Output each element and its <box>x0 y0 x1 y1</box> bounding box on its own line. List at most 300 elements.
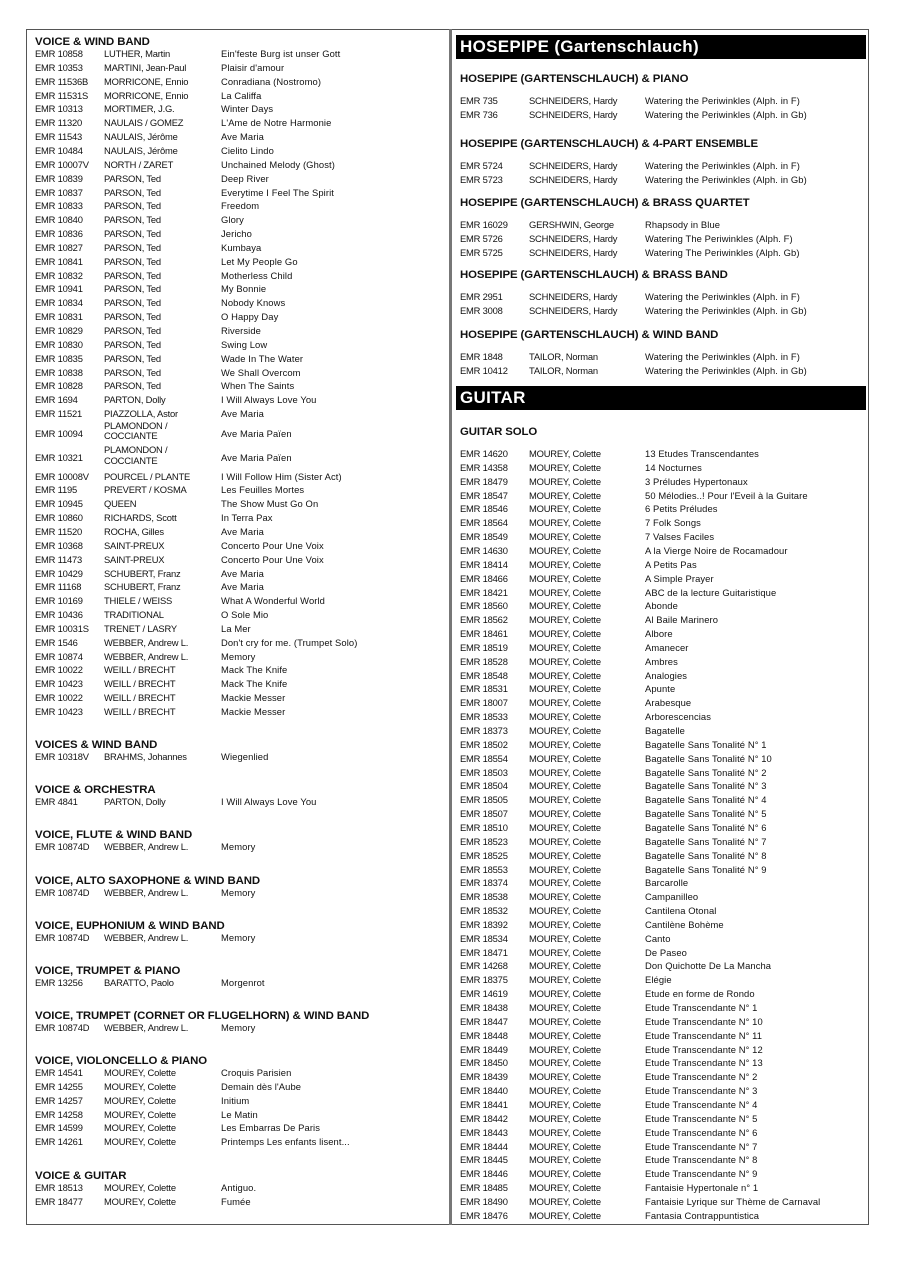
catalog-entry <box>460 793 870 806</box>
catalog-number: EMR 18373 <box>460 725 508 736</box>
work-title: Apunte <box>645 683 676 695</box>
catalog-entry <box>35 1066 440 1079</box>
work-title: Bagatelle Sans Tonalité N° 7 <box>645 835 767 847</box>
composer-name: PARSON, Ted <box>104 255 161 267</box>
work-title: Etude Transcendante N° 2 <box>645 1071 758 1083</box>
composer-name: BARATTO, Paolo <box>104 977 174 988</box>
composer-name: MORTIMER, J.G. <box>104 103 175 115</box>
catalog-number: EMR 11520 <box>35 525 83 537</box>
composer-name: SAINT-PREUX <box>104 553 165 565</box>
catalog-entry <box>35 622 440 635</box>
catalog-section <box>35 34 440 717</box>
composer-name: NAULAIS / GOMEZ <box>104 117 184 129</box>
catalog-entry <box>35 282 440 295</box>
work-title: A Petits Pas <box>645 558 697 570</box>
catalog-section <box>460 327 870 376</box>
catalog-entry <box>35 116 440 129</box>
catalog-number: EMR 18438 <box>460 1002 508 1013</box>
catalog-entry <box>460 1167 870 1180</box>
work-title: Nobody Knows <box>221 297 286 309</box>
composer-name: MOUREY, Colette <box>529 960 601 972</box>
catalog-entry <box>35 1108 440 1121</box>
composer-name: PARSON, Ted <box>104 352 161 364</box>
work-title: Etude Transcendante N° 8 <box>645 1154 758 1166</box>
catalog-entry <box>460 946 870 959</box>
composer-name: MOUREY, Colette <box>529 489 601 501</box>
work-title: Morgenrot <box>221 977 265 988</box>
catalog-entry <box>460 572 870 585</box>
work-title: Mackie Messer <box>221 706 286 717</box>
catalog-entry <box>35 931 440 944</box>
section-heading: HOSEPIPE (GARTENSCHLAUCH) & BRASS BAND <box>460 269 728 281</box>
work-title: Etude Transcendante N° 11 <box>645 1029 763 1041</box>
work-title: Etude Transcendante N° 12 <box>645 1043 763 1055</box>
composer-name: MOUREY, Colette <box>529 669 601 681</box>
catalog-number: EMR 5724 <box>460 160 503 171</box>
work-title: Watering the Periwinkles (Alph. in Gb) <box>645 364 807 376</box>
work-title: Etude Transcendante N° 6 <box>645 1126 758 1138</box>
work-title: Etude Transcendante N° 5 <box>645 1112 758 1124</box>
composer-name: MOUREY, Colette <box>529 1002 601 1013</box>
catalog-entry <box>35 750 440 763</box>
catalog-number: EMR 11536B <box>35 75 89 87</box>
composer-name: PIAZZOLLA, Astor <box>104 408 178 420</box>
section-heading: VOICES & WIND BAND <box>35 739 158 751</box>
composer-name: WEBBER, Andrew L. <box>104 841 189 852</box>
composer-name: MORRICONE, Ennio <box>104 75 189 87</box>
composer-name: WEILL / BRECHT <box>104 664 176 676</box>
catalog-entry <box>460 1126 870 1139</box>
catalog-entry <box>35 594 440 607</box>
catalog-number: EMR 14619 <box>460 988 508 1000</box>
composer-name: PLAMONDON / COCCIANTE <box>104 419 168 442</box>
catalog-entry <box>35 1135 440 1148</box>
composer-name: SCHNEIDERS, Hardy <box>529 173 618 185</box>
composer-name: MOUREY, Colette <box>104 1094 176 1106</box>
catalog-entry <box>460 752 870 765</box>
catalog-entry <box>460 1029 870 1042</box>
catalog-number: EMR 1848 <box>460 351 503 362</box>
work-title: Rhapsody in Blue <box>645 219 721 230</box>
work-title: Wiegenlied <box>221 751 269 762</box>
catalog-number: EMR 10841 <box>35 255 83 267</box>
work-title: Jericho <box>221 228 252 240</box>
section-heading: VOICE & WIND BAND <box>35 36 150 48</box>
composer-name: MOUREY, Colette <box>529 1195 601 1207</box>
composer-name: MOUREY, Colette <box>529 849 601 861</box>
work-title: A Simple Prayer <box>645 572 714 584</box>
composer-name: TAILOR, Norman <box>529 351 598 362</box>
catalog-number: EMR 5725 <box>460 246 503 258</box>
composer-name: TAILOR, Norman <box>529 364 598 376</box>
catalog-number: EMR 18477 <box>35 1195 83 1207</box>
composer-name: MOUREY, Colette <box>529 780 601 792</box>
composer-name: SCHNEIDERS, Hardy <box>529 160 618 171</box>
catalog-number: EMR 18447 <box>460 1015 508 1027</box>
catalog-number: EMR 10423 <box>35 706 83 717</box>
work-title: Etude Transcendante N° 1 <box>645 1002 758 1013</box>
catalog-entry <box>35 89 440 102</box>
work-title: Concerto Pour Une Voix <box>221 553 324 565</box>
catalog-number: EMR 14261 <box>35 1136 83 1148</box>
work-title: Memory <box>221 887 256 898</box>
composer-name: MOUREY, Colette <box>104 1182 176 1193</box>
composer-name: MOUREY, Colette <box>529 628 601 640</box>
composer-name: MOUREY, Colette <box>529 1112 601 1124</box>
work-title: Barcarolle <box>645 877 689 889</box>
catalog-number: EMR 735 <box>460 95 498 106</box>
catalog-entry <box>35 227 440 240</box>
catalog-number: EMR 10313 <box>35 103 83 115</box>
catalog-number: EMR 18375 <box>460 974 508 986</box>
catalog-entry <box>35 296 440 309</box>
catalog-number: EMR 11320 <box>35 117 83 129</box>
catalog-entry <box>460 516 870 529</box>
catalog-entry <box>35 677 440 690</box>
composer-name: MOUREY, Colette <box>529 655 601 667</box>
catalog-entry <box>35 795 440 808</box>
work-title: Analogies <box>645 669 688 681</box>
work-title: In Terra Pax <box>221 512 273 524</box>
catalog-number: EMR 10412 <box>460 364 508 376</box>
catalog-number: EMR 18547 <box>460 489 508 501</box>
catalog-entry <box>460 821 870 834</box>
composer-name: MOUREY, Colette <box>529 725 601 736</box>
catalog-number: EMR 18476 <box>460 1209 508 1221</box>
catalog-section <box>35 782 440 807</box>
work-title: What A Wonderful World <box>221 595 325 607</box>
composer-name: WEILL / BRECHT <box>104 692 176 704</box>
catalog-section <box>35 873 440 898</box>
catalog-number: EMR 10858 <box>35 48 83 59</box>
catalog-entry <box>460 807 870 820</box>
section-heading: VOICE, VIOLONCELLO & PIANO <box>35 1055 208 1067</box>
catalog-number: EMR 18440 <box>460 1085 508 1097</box>
work-title: Al Baile Marinero <box>645 614 719 626</box>
catalog-number: EMR 18466 <box>460 572 508 584</box>
composer-name: MOUREY, Colette <box>529 1140 601 1152</box>
work-title: Fantaisie Lyrique sur Thème de Carnaval <box>645 1195 821 1207</box>
catalog-entry <box>460 987 870 1000</box>
work-title: Antiguo. <box>221 1182 257 1193</box>
catalog-number: EMR 14541 <box>35 1067 83 1078</box>
catalog-entry <box>35 421 440 445</box>
catalog-entry <box>460 1209 870 1222</box>
composer-name: LUTHER, Martin <box>104 48 170 59</box>
catalog-entry <box>35 47 440 60</box>
composer-name: MOUREY, Colette <box>529 738 601 750</box>
work-title: O Happy Day <box>221 311 279 323</box>
banner-hosepipe: HOSEPIPE (Gartenschlauch) <box>456 35 866 59</box>
catalog-section <box>460 136 870 185</box>
work-title: Etude Transcendante N° 7 <box>645 1140 758 1152</box>
composer-name: SCHNEIDERS, Hardy <box>529 291 618 302</box>
composer-name: NORTH / ZARET <box>104 158 174 170</box>
work-title: O Sole Mio <box>221 609 269 621</box>
catalog-number: EMR 10945 <box>35 498 83 510</box>
composer-name: PARSON, Ted <box>104 186 161 198</box>
composer-name: MOUREY, Colette <box>529 586 601 598</box>
work-title: Watering the Periwinkles (Alph. in F) <box>645 160 800 171</box>
catalog-entry <box>460 863 870 876</box>
composer-name: MOUREY, Colette <box>529 821 601 833</box>
catalog-entry <box>460 1001 870 1014</box>
catalog-number: EMR 10830 <box>35 338 83 350</box>
catalog-entry <box>460 94 870 107</box>
work-title: Ave Maria Païen <box>221 427 292 439</box>
catalog-entry <box>35 567 440 580</box>
composer-name: MOUREY, Colette <box>104 1122 176 1134</box>
composer-name: MOUREY, Colette <box>529 794 601 806</box>
composer-name: MOUREY, Colette <box>529 503 601 515</box>
catalog-number: EMR 11473 <box>35 553 83 565</box>
catalog-number: EMR 5726 <box>460 232 503 244</box>
work-title: Deep River <box>221 172 269 184</box>
catalog-entry <box>460 1181 870 1194</box>
composer-name: MOUREY, Colette <box>529 1182 601 1194</box>
work-title: Ave Maria <box>221 525 264 537</box>
composer-name: PREVERT / KOSMA <box>104 484 187 496</box>
work-title: Ave Maria <box>221 581 264 593</box>
catalog-section <box>460 71 870 120</box>
catalog-entry <box>460 364 870 377</box>
work-title: Etude en forme de Rondo <box>645 988 755 1000</box>
composer-name: PARSON, Ted <box>104 338 161 350</box>
catalog-number: EMR 18564 <box>460 517 508 529</box>
catalog-number: EMR 10436 <box>35 609 83 621</box>
catalog-entry <box>35 636 440 649</box>
catalog-entry <box>35 75 440 88</box>
composer-name: SCHNEIDERS, Hardy <box>529 304 618 316</box>
catalog-entry <box>35 102 440 115</box>
work-title: Bagatelle Sans Tonalité N° 1 <box>645 738 767 750</box>
composer-name: MOUREY, Colette <box>529 877 601 889</box>
catalog-entry <box>35 1094 440 1107</box>
catalog-number: EMR 18538 <box>460 891 508 903</box>
catalog-number: EMR 18443 <box>460 1126 508 1138</box>
section-heading: VOICE, TRUMPET (CORNET OR FLUGELHORN) & WIND BAND <box>35 1010 370 1022</box>
work-title: Bagatelle Sans Tonalité N° 3 <box>645 780 767 792</box>
catalog-number: EMR 10860 <box>35 512 83 524</box>
catalog-section <box>35 827 440 852</box>
composer-name: PARSON, Ted <box>104 297 161 309</box>
catalog-number: EMR 10094 <box>35 427 83 439</box>
work-title: Demain dès l'Aube <box>221 1080 302 1092</box>
catalog-entry <box>460 835 870 848</box>
catalog-number: EMR 18513 <box>35 1182 83 1193</box>
catalog-entry <box>460 932 870 945</box>
work-title: Arborescencias <box>645 711 712 723</box>
catalog-entry <box>460 489 870 502</box>
catalog-number: EMR 18445 <box>460 1154 508 1166</box>
catalog-entry <box>460 696 870 709</box>
catalog-entry <box>460 586 870 599</box>
work-title: I Will Always Love You <box>221 394 317 406</box>
catalog-number: EMR 10368 <box>35 539 83 551</box>
work-title: Watering the Periwinkles (Alph. in Gb) <box>645 108 807 120</box>
catalog-entry <box>460 173 870 186</box>
catalog-section <box>460 267 870 316</box>
composer-name: MOUREY, Colette <box>529 1057 601 1069</box>
catalog-number: EMR 18374 <box>460 877 508 889</box>
work-title: Ambres <box>645 655 678 667</box>
work-title: Etude Transcendante N° 3 <box>645 1085 758 1097</box>
composer-name: MOUREY, Colette <box>529 1154 601 1166</box>
catalog-section <box>35 737 440 762</box>
work-title: Ave Maria Païen <box>221 452 292 464</box>
composer-name: PARSON, Ted <box>104 311 161 323</box>
catalog-section <box>35 1008 440 1033</box>
work-title: De Paseo <box>645 946 687 958</box>
composer-name: PARSON, Ted <box>104 366 161 378</box>
work-title: Bagatelle Sans Tonalité N° 6 <box>645 821 767 833</box>
catalog-entry <box>460 904 870 917</box>
catalog-number: EMR 10833 <box>35 200 83 212</box>
catalog-number: EMR 18442 <box>460 1112 508 1124</box>
work-title: Don Quichotte De La Mancha <box>645 960 772 972</box>
work-title: Watering the Periwinkles (Alph. in Gb) <box>645 304 807 316</box>
catalog-number: EMR 10022 <box>35 692 83 704</box>
catalog-number: EMR 10423 <box>35 678 83 690</box>
catalog-number: EMR 18439 <box>460 1071 508 1083</box>
work-title: Le Matin <box>221 1108 258 1120</box>
catalog-number: EMR 10831 <box>35 311 83 323</box>
composer-name: MOUREY, Colette <box>529 988 601 1000</box>
work-title: Swing Low <box>221 338 268 350</box>
composer-name: GERSHWIN, George <box>529 219 614 230</box>
catalog-number: EMR 18471 <box>460 946 508 958</box>
catalog-entry <box>460 779 870 792</box>
work-title: Fumée <box>221 1195 251 1207</box>
composer-name: MOUREY, Colette <box>529 1098 601 1110</box>
catalog-number: EMR 18392 <box>460 918 508 930</box>
composer-name: MOUREY, Colette <box>529 572 601 584</box>
work-title: Unchained Melody (Ghost) <box>221 158 335 170</box>
composer-name: THIELE / WEISS <box>104 595 173 607</box>
work-title: Winter Days <box>221 103 274 115</box>
composer-name: PARSON, Ted <box>104 325 161 336</box>
composer-name: MOUREY, Colette <box>104 1108 176 1120</box>
work-title: Bagatelle Sans Tonalité N° 2 <box>645 766 767 778</box>
work-title: Watering the Periwinkles (Alph. in F) <box>645 291 800 302</box>
catalog-entry <box>35 1080 440 1093</box>
catalog-number: EMR 18461 <box>460 628 508 640</box>
work-title: La Mer <box>221 622 251 634</box>
composer-name: MOUREY, Colette <box>104 1195 176 1207</box>
catalog-number: EMR 18548 <box>460 669 508 681</box>
composer-name: MORRICONE, Ennio <box>104 89 189 101</box>
catalog-entry <box>35 525 440 538</box>
composer-name: WEBBER, Andrew L. <box>104 887 189 898</box>
catalog-entry <box>460 1043 870 1056</box>
section-heading: VOICE & ORCHESTRA <box>35 784 156 796</box>
catalog-number: EMR 18507 <box>460 808 508 820</box>
catalog-entry <box>460 1112 870 1125</box>
composer-name: PARSON, Ted <box>104 172 161 184</box>
work-title: 13 Etudes Transcendantes <box>645 448 759 459</box>
catalog-entry <box>460 159 870 172</box>
catalog-entry <box>460 502 870 515</box>
work-title: La Califfa <box>221 89 262 101</box>
work-title: Abonde <box>645 600 678 612</box>
catalog-entry <box>460 1153 870 1166</box>
work-title: Ein'feste Burg ist unser Gott <box>221 48 341 59</box>
catalog-number: EMR 13256 <box>35 977 83 988</box>
catalog-entry <box>460 530 870 543</box>
catalog-number: EMR 18554 <box>460 752 508 764</box>
catalog-entry <box>35 976 440 989</box>
work-title: Glory <box>221 214 244 226</box>
catalog-number: EMR 18414 <box>460 558 508 570</box>
composer-name: MOUREY, Colette <box>529 766 601 778</box>
catalog-number: EMR 10837 <box>35 186 83 198</box>
catalog-number: EMR 10840 <box>35 214 83 226</box>
catalog-number: EMR 1195 <box>35 484 77 496</box>
work-title: Croquis Parisien <box>221 1067 292 1078</box>
composer-name: TRENET / LASRY <box>104 622 177 634</box>
composer-name: MOUREY, Colette <box>104 1080 176 1092</box>
catalog-entry <box>460 232 870 245</box>
catalog-entry <box>35 310 440 323</box>
catalog-number: EMR 18546 <box>460 503 508 515</box>
work-title: Watering the Periwinkles (Alph. in F) <box>645 351 800 362</box>
catalog-number: EMR 10835 <box>35 352 83 364</box>
work-title: Fantaisie Hypertonale n° 1 <box>645 1182 759 1194</box>
catalog-entry <box>35 379 440 392</box>
catalog-number: EMR 10321 <box>35 452 83 464</box>
composer-name: MOUREY, Colette <box>529 1126 601 1138</box>
work-title: 7 Folk Songs <box>645 517 701 529</box>
section-heading: VOICE, FLUTE & WIND BAND <box>35 829 193 841</box>
composer-name: MOUREY, Colette <box>104 1136 176 1148</box>
banner-guitar: GUITAR <box>456 386 866 410</box>
section-heading: VOICE, TRUMPET & PIANO <box>35 965 181 977</box>
catalog-number: EMR 10827 <box>35 241 83 253</box>
composer-name: PARSON, Ted <box>104 269 161 281</box>
composer-name: MOUREY, Colette <box>529 918 601 930</box>
composer-name: MOUREY, Colette <box>529 1043 601 1055</box>
catalog-number: EMR 10832 <box>35 269 83 281</box>
catalog-number: EMR 11531S <box>35 89 89 101</box>
work-title: The Show Must Go On <box>221 498 319 510</box>
catalog-entry <box>460 246 870 259</box>
work-title: I Will Always Love You <box>221 796 317 807</box>
catalog-number: EMR 14258 <box>35 1108 83 1120</box>
composer-name: MOUREY, Colette <box>529 835 601 847</box>
work-title: Memory <box>221 650 256 662</box>
work-title: Watering The Periwinkles (Alph. Gb) <box>645 246 800 258</box>
composer-name: MOUREY, Colette <box>529 946 601 958</box>
catalog-number: EMR 18533 <box>460 711 508 723</box>
catalog-number: EMR 10007V <box>35 158 89 170</box>
catalog-number: EMR 18479 <box>460 475 508 487</box>
composer-name: MOUREY, Colette <box>529 974 601 986</box>
catalog-entry <box>35 650 440 663</box>
catalog-number: EMR 18531 <box>460 683 508 695</box>
composer-name: PARSON, Ted <box>104 214 161 226</box>
catalog-number: EMR 3008 <box>460 304 503 316</box>
catalog-section <box>460 195 870 258</box>
catalog-entry <box>460 959 870 972</box>
catalog-number: EMR 18519 <box>460 641 508 653</box>
catalog-entry <box>35 553 440 566</box>
catalog-number: EMR 11521 <box>35 408 83 420</box>
catalog-entry <box>460 876 870 889</box>
work-title: Everytime I Feel The Spirit <box>221 186 334 198</box>
composer-name: MOUREY, Colette <box>529 863 601 875</box>
catalog-entry <box>460 669 870 682</box>
catalog-entry <box>35 1181 440 1194</box>
